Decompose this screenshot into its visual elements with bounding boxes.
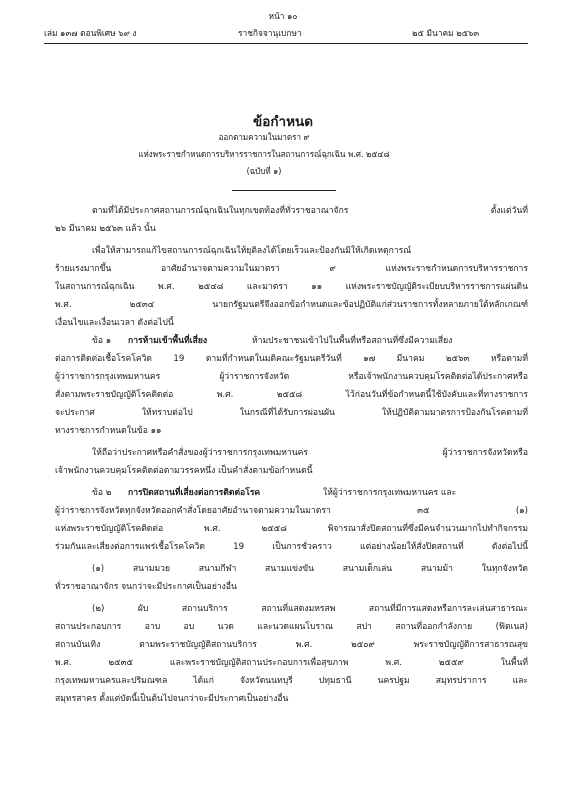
clause2-line4: ร่วมกันและเสี่ยงต่อการแพร่เชื้อโรคโควิด 19 เป็นการชั่วคราว แต่อย่างน้อยให้สั่งปิดสถานที่ ดังต่อไปนี้ xyxy=(55,542,528,552)
clause2-line1: ให้ผู้ว่าราชการกรุงเทพมหานคร และ xyxy=(323,488,457,498)
item1-line1: (๑) สนามมวย สนามกีฬา สนามแข่งขัน สนามเด็กเล่น สนามม้า ในทุกจังหวัด xyxy=(92,564,528,574)
clause1-heading: การห้ามเข้าพื้นที่เสี่ยง xyxy=(128,336,208,346)
gazette-name: ราชกิจจานุเบกษา xyxy=(238,28,302,38)
para1-line1: ตามที่ได้มีประกาศสถานการณ์ฉุกเฉินในทุกเขตท้องที่ทั่วราชอาณาจักร ตั้งแต่วันที่ xyxy=(92,206,528,216)
clause2-line2: ผู้ว่าราชการจังหวัดทุกจังหวัดออกคำสั่งโดยอาศัยอำนาจตามความในมาตรา ๓๕ (๑) xyxy=(55,506,528,516)
clause1-line6: ทางราชการกำหนดในข้อ ๑๑ xyxy=(55,426,162,436)
title-line-3: (ฉบับที่ ๑) xyxy=(246,167,282,177)
header-rule xyxy=(44,43,528,44)
volume-info: เล่ม ๑๓๗ ตอนพิเศษ ๖๙ ง xyxy=(44,28,137,38)
issue-date: ๒๕ มีนาคม ๒๕๖๓ xyxy=(412,28,480,38)
page-number: หน้า ๑๐ xyxy=(268,11,298,21)
item2-line5: กรุงเทพมหานครและปริมณฑล ได้แก่ จังหวัดนนทบุรี ปทุมธานี นครปฐม สมุทรปราการ และ xyxy=(55,676,528,686)
item2-line3: สถานบันเทิง ตามพระราชบัญญัติสถานบริการ พ.ศ. ๒๕๐๙ พระราชบัญญัติการสาธารณสุข xyxy=(55,640,528,650)
title-line-1: ออกตามความในมาตรา ๙ xyxy=(218,133,310,143)
para2-line4: พ.ศ. ๒๕๓๔ นายกรัฐมนตรีจึงออกข้อกำหนดและข้อปฏิบัติแก่ส่วนราชการทั้งหลายภายใต้หลักเกณฑ์ xyxy=(55,300,528,310)
title-line-2: แห่งพระราชกำหนดการบริหารราชการในสถานการณ์ฉุกเฉิน พ.ศ. ๒๕๔๘ xyxy=(138,150,390,160)
clause2-line3: แห่งพระราชบัญญัติโรคติดต่อ พ.ศ. ๒๕๕๘ พิจารณาสั่งปิดสถานที่ซึ่งมีคนจำนวนมากไปทำกิจกรรม xyxy=(55,524,528,534)
item2-line6: สมุทรสาคร ตั้งแต่บัดนี้เป็นต้นไปจนกว่าจะมีประกาศเป็นอย่างอื่น xyxy=(55,694,289,704)
para2-line2: ร้ายแรงมากขึ้น อาศัยอำนาจตามความในมาตรา ๙ แห่งพระราชกำหนดการบริหารราชการ xyxy=(55,264,528,274)
item2-line1: (๒) ผับ สถานบริการ สถานที่แสดงมหรสพ สถานที่มีการแสดงหรือการละเล่นสาธารณะ xyxy=(92,604,528,614)
clause1-number: ข้อ ๑ xyxy=(92,336,112,346)
clause1-line2: ต่อการติดต่อเชื้อโรคโควิด 19 ตามที่กำหนดในมติคณะรัฐมนตรีวันที่ ๑๗ มีนาคม ๒๕๖๓ หรือตามที่ xyxy=(55,354,528,364)
para1-line2: ๒๖ มีนาคม ๒๕๖๓ แล้ว นั้น xyxy=(55,224,156,234)
para2-line1: เพื่อให้สามารถแก้ไขสถานการณ์ฉุกเฉินให้ยุติลงได้โดยเร็วและป้องกันมิให้เกิดเหตุการณ์ xyxy=(92,246,412,256)
clause1b-line2: เจ้าพนักงานควบคุมโรคติดต่อตามวรรคหนึ่ง เป็นคำสั่งตามข้อกำหนดนี้ xyxy=(55,466,313,476)
clause1-line1: ห้ามประชาชนเข้าไปในพื้นที่หรือสถานที่ซึ่งมีความเสี่ยง xyxy=(252,336,453,346)
para2-line5: เงื่อนไขและเงื่อนเวลา ดังต่อไปนี้ xyxy=(55,318,174,328)
clause1-line3: ผู้ว่าราชการกรุงเทพมหานคร ผู้ว่าราชการจังหวัด หรือเจ้าพนักงานควบคุมโรคติดต่อได้ประกาศหรือ xyxy=(55,372,528,382)
clause2-heading: การปิดสถานที่เสี่ยงต่อการติดต่อโรค xyxy=(128,488,261,498)
para2-line3: ในสถานการณ์ฉุกเฉิน พ.ศ. ๒๕๔๘ และมาตรา ๑๑ แห่งพระราชบัญญัติระเบียบบริหารราชการแผ่นดิน xyxy=(55,282,528,292)
clause1-line4: สั่งตามพระราชบัญญัติโรคติดต่อ พ.ศ. ๒๕๕๘ ไว้ก่อนวันที่ข้อกำหนดนี้ใช้บังคับและที่ทางราชการ xyxy=(55,390,528,400)
clause2-number: ข้อ ๒ xyxy=(92,488,112,498)
item2-line4: พ.ศ. ๒๕๓๕ และพระราชบัญญัติสถานประกอบการเพื่อสุขภาพ พ.ศ. ๒๕๕๙ ในพื้นที่ xyxy=(55,658,528,668)
document-title: ข้อกำหนด xyxy=(253,114,313,130)
title-rule xyxy=(232,190,336,191)
clause1b-line1: ให้ถือว่าประกาศหรือคำสั่งของผู้ว่าราชการกรุงเทพมหานคร ผู้ว่าราชการจังหวัดหรือ xyxy=(92,448,528,458)
item2-line2: สถานประกอบการ อาบ อบ นวด และนวดแผนโบราณ สปา สถานที่ออกกำลังกาย (ฟิตเนส) xyxy=(55,622,528,632)
item1-line2: ทั่วราชอาณาจักร จนกว่าจะมีประกาศเป็นอย่างอื่น xyxy=(55,582,237,592)
clause1-line5: จะประกาศ ให้ทราบต่อไป ในกรณีที่ได้รับการผ่อนผัน ให้ปฏิบัติตามมาตรการป้องกันโรคตามที่ xyxy=(55,408,528,418)
